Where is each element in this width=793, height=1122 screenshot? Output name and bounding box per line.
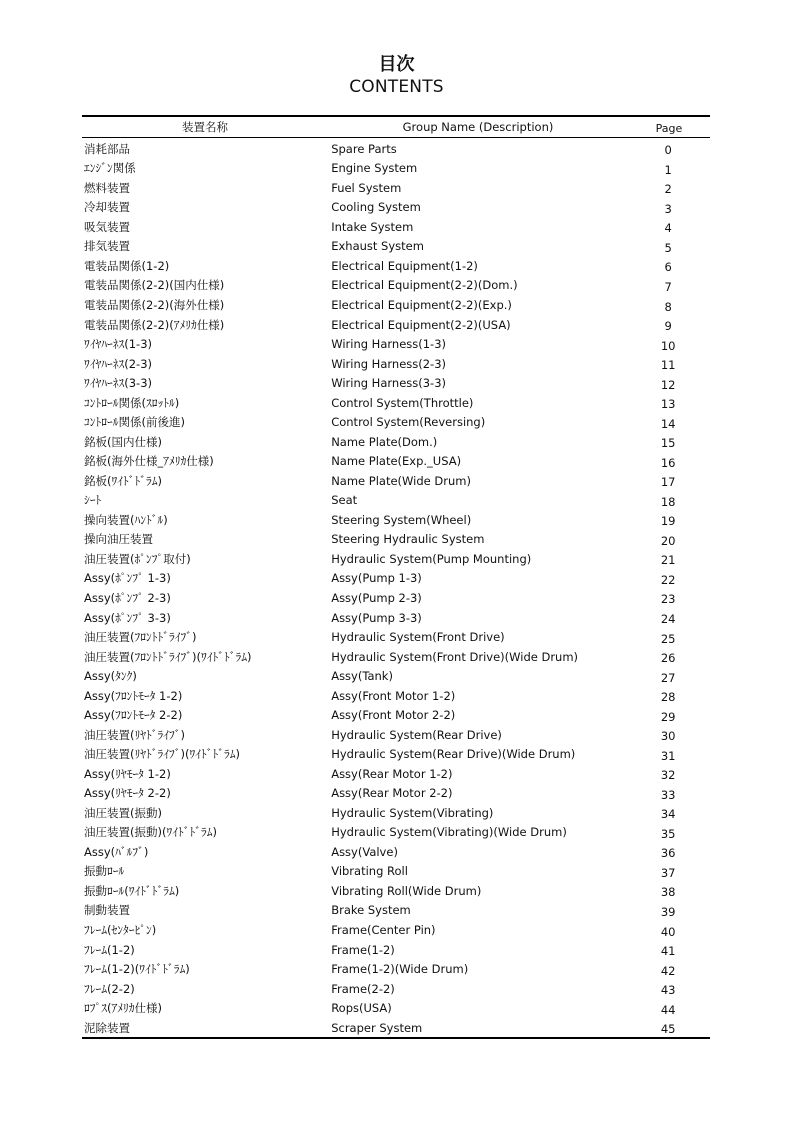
page-number: 12 — [660, 377, 676, 392]
page-title-japanese: 目次 — [378, 54, 415, 75]
table-row — [82, 608, 710, 628]
page-number: 22 — [660, 572, 676, 587]
group-name-ja: 電装品関係(2-2)(海外仕様) — [84, 298, 225, 313]
group-name-ja: ﾛﾌﾟｽ(ｱﾒﾘｶ仕様) — [84, 1001, 162, 1016]
table-body — [82, 138, 710, 1037]
group-name-description: Assy(Front Motor 1-2) — [331, 688, 456, 703]
group-name-description: Brake System — [331, 903, 411, 918]
group-name-ja: Assy(ﾌﾛﾝﾄﾓｰﾀ 2-2) — [84, 708, 183, 723]
group-name-ja: Assy(ﾎﾟﾝﾌﾟ 2-3) — [84, 590, 171, 605]
group-name-ja: Assy(ﾘﾔﾓｰﾀ 1-2) — [84, 766, 171, 781]
group-name-description: Name Plate(Wide Drum) — [331, 473, 471, 488]
table-row — [82, 784, 710, 804]
group-name-ja: 銘板(ﾜｲﾄﾞﾄﾞﾗﾑ) — [84, 473, 162, 488]
table-row — [82, 959, 710, 979]
group-name-description: Name Plate(Exp._USA) — [331, 454, 462, 469]
page-number: 18 — [660, 494, 676, 509]
column-header-name-ja: 装置名称 — [182, 120, 228, 134]
table-row — [82, 452, 710, 472]
table-row — [82, 510, 710, 530]
contents-table — [82, 115, 710, 1039]
group-name-description: Scraper System — [331, 1020, 423, 1035]
table-row — [82, 842, 710, 862]
group-name-ja: ﾌﾚｰﾑ(1-2) — [84, 942, 135, 957]
group-name-ja: 油圧装置(振動)(ﾜｲﾄﾞﾄﾞﾗﾑ) — [84, 825, 217, 840]
group-name-description: Hydraulic System(Vibrating) — [331, 805, 494, 820]
group-name-description: Hydraulic System(Vibrating)(Wide Drum) — [331, 825, 567, 840]
page-title-english: CONTENTS — [349, 77, 444, 97]
group-name-ja: ﾜｲﾔﾊｰﾈｽ(2-3) — [84, 356, 153, 371]
group-name-description: Exhaust System — [331, 239, 424, 254]
page-number: 6 — [664, 260, 672, 275]
group-name-ja: 油圧装置(ﾎﾟﾝﾌﾟ取付) — [84, 551, 191, 566]
page-number: 28 — [660, 690, 676, 705]
group-name-ja: 油圧装置(ﾌﾛﾝﾄﾄﾞﾗｲﾌﾞ)(ﾜｲﾄﾞﾄﾞﾗﾑ) — [84, 649, 252, 664]
page-number: 41 — [660, 944, 676, 959]
group-name-description: Steering System(Wheel) — [331, 512, 472, 527]
table-row — [82, 373, 710, 393]
group-name-description: Assy(Rear Motor 1-2) — [331, 766, 453, 781]
page-number: 15 — [660, 436, 676, 451]
group-name-ja: 吸気装置 — [84, 219, 130, 234]
page-number: 0 — [664, 143, 672, 158]
table-row — [82, 666, 710, 686]
group-name-description: Cooling System — [331, 200, 421, 215]
table-row — [82, 920, 710, 940]
table-row — [82, 569, 710, 589]
table-row — [82, 647, 710, 667]
group-name-description: Steering Hydraulic System — [331, 532, 485, 547]
table-row — [82, 862, 710, 882]
group-name-ja: ﾌﾚｰﾑ(ｾﾝﾀｰﾋﾟﾝ) — [84, 923, 157, 938]
group-name-ja: Assy(ﾎﾟﾝﾌﾟ 1-3) — [84, 571, 171, 586]
page-number: 25 — [660, 631, 676, 646]
page-number: 36 — [660, 846, 676, 861]
group-name-description: Hydraulic System(Rear Drive)(Wide Drum) — [331, 747, 576, 762]
group-name-description: Assy(Pump 1-3) — [331, 571, 422, 586]
group-name-description: Spare Parts — [331, 141, 397, 156]
group-name-ja: Assy(ﾌﾛﾝﾄﾓｰﾀ 1-2) — [84, 688, 183, 703]
page-number: 2 — [664, 182, 672, 197]
page-number: 31 — [660, 748, 676, 763]
group-name-ja: 操向装置(ﾊﾝﾄﾞﾙ) — [84, 512, 168, 527]
page-number: 38 — [660, 885, 676, 900]
page-number: 39 — [660, 904, 676, 919]
group-name-description: Wiring Harness(1-3) — [331, 337, 447, 352]
page-number: 20 — [660, 533, 676, 548]
group-name-ja: 燃料装置 — [84, 180, 130, 195]
table-row — [82, 198, 710, 218]
page-number: 10 — [660, 338, 676, 353]
group-name-ja: 油圧装置(ﾘﾔﾄﾞﾗｲﾌﾞ)(ﾜｲﾄﾞﾄﾞﾗﾑ) — [84, 747, 240, 762]
group-name-ja: ｺﾝﾄﾛｰﾙ関係(前後進) — [84, 415, 185, 430]
table-row — [82, 686, 710, 706]
page-number: 1 — [664, 162, 672, 177]
page-number: 21 — [660, 553, 676, 568]
group-name-description: Assy(Valve) — [331, 844, 398, 859]
group-name-ja: ﾜｲﾔﾊｰﾈｽ(3-3) — [84, 376, 153, 391]
group-name-description: Hydraulic System(Front Drive) — [331, 630, 505, 645]
page-number: 3 — [664, 201, 672, 216]
group-name-description: Hydraulic System(Pump Mounting) — [331, 551, 532, 566]
group-name-ja: 銘板(国内仕様) — [84, 434, 162, 449]
group-name-description: Electrical Equipment(2-2)(USA) — [331, 317, 511, 332]
table-row — [82, 334, 710, 354]
page-number: 27 — [660, 670, 676, 685]
table-row — [82, 881, 710, 901]
table-row — [82, 412, 710, 432]
page-number: 32 — [660, 768, 676, 783]
group-name-description: Assy(Rear Motor 2-2) — [331, 786, 453, 801]
table-row — [82, 354, 710, 374]
table-row — [82, 159, 710, 179]
group-name-ja: 油圧装置(ﾘﾔﾄﾞﾗｲﾌﾞ) — [84, 727, 185, 742]
page-number: 16 — [660, 455, 676, 470]
group-name-description: Frame(Center Pin) — [331, 923, 436, 938]
table-row — [82, 744, 710, 764]
page-number: 14 — [660, 416, 676, 431]
table-row — [82, 901, 710, 921]
page-number: 13 — [660, 397, 676, 412]
page-number: 11 — [660, 358, 676, 373]
page-number: 44 — [660, 1002, 676, 1017]
table-row — [82, 627, 710, 647]
page-number: 35 — [660, 826, 676, 841]
page-number: 7 — [664, 279, 672, 294]
group-name-description: Name Plate(Dom.) — [331, 434, 438, 449]
table-row — [82, 139, 710, 159]
group-name-ja: 泥除装置 — [84, 1020, 130, 1035]
group-name-description: Frame(2-2) — [331, 981, 395, 996]
table-row — [82, 178, 710, 198]
group-name-description: Hydraulic System(Rear Drive) — [331, 727, 502, 742]
page-number: 30 — [660, 729, 676, 744]
group-name-ja: 銘板(海外仕様_ｱﾒﾘｶ仕様) — [84, 454, 214, 469]
page-number: 17 — [660, 475, 676, 490]
page-number: 26 — [660, 651, 676, 666]
group-name-ja: 制動装置 — [84, 903, 130, 918]
table-row — [82, 256, 710, 276]
table-row — [82, 315, 710, 335]
group-name-description: Vibrating Roll(Wide Drum) — [331, 883, 482, 898]
group-name-ja: 排気装置 — [84, 239, 130, 254]
group-name-description: Electrical Equipment(2-2)(Exp.) — [331, 298, 512, 313]
group-name-description: Fuel System — [331, 180, 402, 195]
group-name-description: Assy(Tank) — [331, 669, 393, 684]
group-name-ja: 電装品関係(2-2)(国内仕様) — [84, 278, 225, 293]
page-number: 24 — [660, 612, 676, 627]
group-name-ja: Assy(ﾘﾔﾓｰﾀ 2-2) — [84, 786, 171, 801]
page-number: 45 — [660, 1022, 676, 1037]
group-name-ja: 消耗部品 — [84, 141, 130, 156]
page-number: 34 — [660, 807, 676, 822]
column-header-page: Page — [655, 122, 683, 135]
table-row — [82, 998, 710, 1018]
table-row — [82, 471, 710, 491]
group-name-ja: 電装品関係(2-2)(ｱﾒﾘｶ仕様) — [84, 317, 225, 332]
group-name-ja: 振動ﾛｰﾙ(ﾜｲﾄﾞﾄﾞﾗﾑ) — [84, 883, 180, 898]
table-row — [82, 764, 710, 784]
page-number: 42 — [660, 963, 676, 978]
group-name-ja: 冷却装置 — [84, 200, 130, 215]
table-row — [82, 393, 710, 413]
table-header-row — [82, 117, 710, 137]
page-number: 5 — [664, 240, 672, 255]
page-number: 19 — [660, 514, 676, 529]
page-number: 40 — [660, 924, 676, 939]
table-row — [82, 295, 710, 315]
group-name-description: Wiring Harness(3-3) — [331, 376, 447, 391]
page-number: 29 — [660, 709, 676, 724]
page-number: 4 — [664, 221, 672, 236]
group-name-ja: ｼｰﾄ — [84, 493, 102, 508]
page-number: 23 — [660, 592, 676, 607]
group-name-description: Assy(Pump 2-3) — [331, 590, 422, 605]
column-header-description: Group Name (Description) — [402, 120, 554, 134]
page-number: 8 — [664, 299, 672, 314]
group-name-ja: ﾜｲﾔﾊｰﾈｽ(1-3) — [84, 337, 153, 352]
table-row — [82, 530, 710, 550]
table-row — [82, 237, 710, 257]
group-name-description: Control System(Reversing) — [331, 415, 486, 430]
group-name-ja: ﾌﾚｰﾑ(2-2) — [84, 981, 135, 996]
table-row — [82, 432, 710, 452]
group-name-ja: 電装品関係(1-2) — [84, 258, 170, 273]
group-name-description: Seat — [331, 493, 358, 508]
page-number: 33 — [660, 787, 676, 802]
group-name-description: Engine System — [331, 161, 418, 176]
table-row — [82, 1018, 710, 1038]
table-bottom-rule — [82, 1037, 710, 1039]
table-row — [82, 803, 710, 823]
group-name-ja: 油圧装置(振動) — [84, 805, 162, 820]
group-name-ja: 振動ﾛｰﾙ — [84, 864, 125, 879]
group-name-ja: Assy(ﾀﾝｸ) — [84, 669, 137, 684]
page-number: 37 — [660, 865, 676, 880]
table-row — [82, 217, 710, 237]
table-row — [82, 725, 710, 745]
group-name-ja: 操向油圧装置 — [84, 532, 153, 547]
group-name-description: Frame(1-2)(Wide Drum) — [331, 962, 469, 977]
group-name-ja: ﾌﾚｰﾑ(1-2)(ﾜｲﾄﾞﾄﾞﾗﾑ) — [84, 962, 190, 977]
group-name-description: Assy(Front Motor 2-2) — [331, 708, 456, 723]
group-name-ja: ｴﾝｼﾞﾝ関係 — [84, 161, 136, 176]
table-row — [82, 940, 710, 960]
document-header — [0, 54, 793, 98]
group-name-description: Assy(Pump 3-3) — [331, 610, 422, 625]
table-row — [82, 549, 710, 569]
group-name-description: Electrical Equipment(2-2)(Dom.) — [331, 278, 518, 293]
page-number: 43 — [660, 983, 676, 998]
table-row — [82, 823, 710, 843]
page-number: 9 — [664, 319, 672, 334]
group-name-description: Rops(USA) — [331, 1001, 392, 1016]
group-name-description: Hydraulic System(Front Drive)(Wide Drum) — [331, 649, 579, 664]
table-row — [82, 491, 710, 511]
group-name-description: Control System(Throttle) — [331, 395, 474, 410]
table-row — [82, 979, 710, 999]
table-row — [82, 588, 710, 608]
table-row — [82, 705, 710, 725]
group-name-ja: ｺﾝﾄﾛｰﾙ関係(ｽﾛｯﾄﾙ) — [84, 395, 180, 410]
group-name-ja: Assy(ﾎﾟﾝﾌﾟ 3-3) — [84, 610, 171, 625]
table-row — [82, 276, 710, 296]
group-name-description: Electrical Equipment(1-2) — [331, 258, 478, 273]
group-name-description: Wiring Harness(2-3) — [331, 356, 447, 371]
group-name-ja: 油圧装置(ﾌﾛﾝﾄﾄﾞﾗｲﾌﾞ) — [84, 630, 197, 645]
group-name-ja: Assy(ﾊﾞﾙﾌﾞ) — [84, 844, 149, 859]
group-name-description: Frame(1-2) — [331, 942, 395, 957]
group-name-description: Vibrating Roll — [331, 864, 408, 879]
group-name-description: Intake System — [331, 219, 414, 234]
